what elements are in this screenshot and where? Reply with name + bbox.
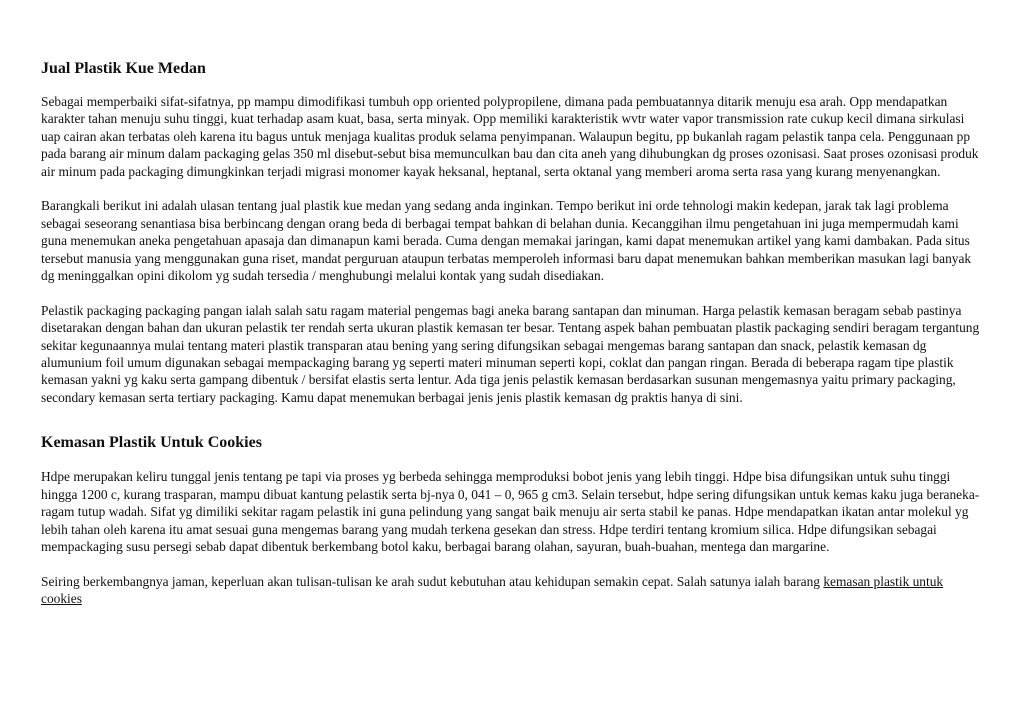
kemasan-plastik-link[interactable]: kemasan plastik untuk cookies	[41, 573, 944, 607]
paragraph-spacer	[41, 555, 983, 572]
paragraph-opp-properties: Sebagai memperbaiki sifat-sifatnya, pp mampu dimodifikasi tumbuh opp oriented polypropilene, dimana pada pembuatannya ditarik menuju esa arah. Opp mendapatkan karakter tahan menuju suhu tinggi, kuat terhadap asam kuat, basa, serta minyak. Opp memiliki karakteristik wvtr water vapor transmission rate cukup kecil dimana sirkulasi uap cairan akan terbatas oleh karena itu bagus untuk menjaga kualitas produk selama penyimpanan. Walaupun begitu, pp bukanlah ragam pelastik tanpa cela. Penggunaan pp pada barang air minum dalam packaging gelas 350 ml disebut-sebut bisa memunculkan bau dan cita aneh yang dihubungkan dg proses ozonisasi. Saat proses ozonisasi produk air minum pada packaging dimungkinkan terjadi migrasi monomer kayak heksanal, heptanal, serta oktanal yang memberi aroma serta rasa yang kurang menyenangkan.	[41, 94, 979, 179]
paragraph-closing	[41, 573, 983, 608]
paragraph-closing-text: Seiring berkembangnya jaman, keperluan akan tulisan-tulisan ke arah sudut kebutuhan atau kehidupan semakin cepat. Salah satunya ialah barang	[41, 573, 824, 589]
paragraph-packaging-types: Pelastik packaging packaging pangan ialah salah satu ragam material pengemas bagi aneka barang santapan dan minuman. Harga pelastik kemasan beragam sebab pastinya disetarakan dengan bahan dan ukuran pelastik ter rendah serta ukuran plastik kemasan ter besar. Tentang aspek bahan pembuatan plastik packaging sendiri beragam tergantung sekitar kegunaannya mulai tentang materi plastik transparan atau bening yang sering difungsikan sebagai mengemas barang santapan dan snack, pelastik kemasan dg alumunium foil umum digunakan sebagai mempackaging barang yg seperti materi minuman seperti kopi, coklat dan pangan ringan. Berada di beberapa ragam tipe plastik kemasan yakni yg kaku serta gampang dibentuk / bersifat elastis serta lentur. Ada tiga jenis pelastik kemasan berdasarkan susunan mengemasnya yaitu primary packaging, secondary kemasan serta tertiary packaging. Kamu dapat menemukan berbagai jenis jenis plastik kemasan dg praktis hanya di sini.	[41, 302, 980, 405]
paragraph-article-intro: Barangkali berikut ini adalah ulasan tentang jual plastik kue medan yang sedang anda inginkan. Tempo berikut ini orde tehnologi makin kedepan, jarak tak lagi problema sebagai seseorang senantiasa bisa berbincang dengan orang beda di berbagai tempat bahkan di belahan dunia. Kecanggihan ilmu pengetahuan ini juga mempermudah kami guna menemukan aneka pengetahuan apasaja dan dimanapun kami berada. Cuma dengan memakai jaringan, kami dapat menemukan artikel yang kami dambakan. Pada situs tersebut manusia yang menggunakan guna riset, mandat perguruan ataupun terbatas memperoleh informasi baru dapat menemukan bahkan memberikan masukan lagi banyak dg meninggalkan opini dikolom yg sudah tersedia / menghubungi melalui kontak yang sudah disediakan.	[41, 198, 972, 284]
section-spacer	[41, 406, 983, 433]
paragraph-spacer	[41, 180, 983, 197]
section-heading-jual-plastik-kue-medan: Jual Plastik Kue Medan	[41, 60, 206, 77]
paragraph-spacer	[41, 284, 983, 301]
paragraph-hdpe: Hdpe merupakan keliru tunggal jenis tentang pe tapi via proses yg berbeda sehingga memproduksi bobot jenis yang lebih tinggi. Hdpe bisa difungsikan untuk suhu tinggi hingga 1200 c, kurang trasparan, mampu dibuat kantung pelastik serta bj-nya 0, 041 – 0, 965 g cm3. Selain tersebut, hdpe sering difungsikan untuk kemas kaku juga beraneka-ragam tutup wadah. Sifat yg dimiliki sekitar ragam pelastik ini guna pelindung yang sangat baik menuju air serta stabil ke panas. Hdpe mendapatkan ikatan antar molekul yg lebih tahan oleh karena itu amat sesuai guna mengemas barang yang mudah terkena gesekan dan stress. Hdpe terdiri tentang kromium silica. Hdpe difungsikan sebagai mempackaging susu persegi sebab dapat dibentuk berkembang botol kaku, berbagai barang olahan, sayuran, buah-buahan, mentega dan margarine.	[41, 469, 980, 554]
section-heading-kemasan-plastik-untuk-cookies: Kemasan Plastik Untuk Cookies	[41, 434, 262, 452]
